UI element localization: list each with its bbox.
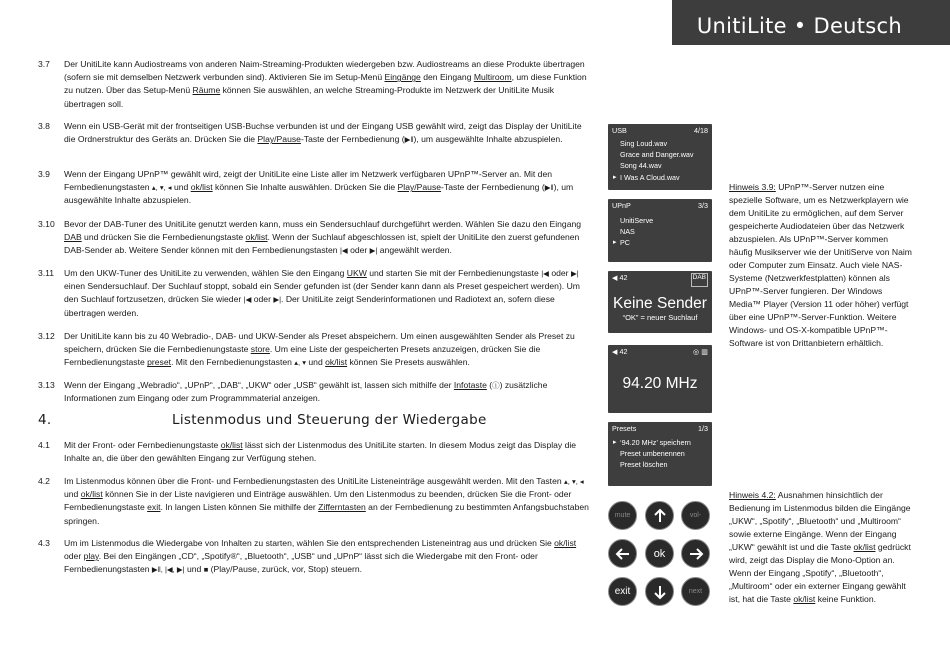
paragraph-4-1: 4.1 Mit der Front- oder Fernbedienungstaste ok/list lässt sich der Listenmodus des UnitiLite starten. In diesem Modus zeigt das Display die Inhalte an, die über den gewählten Eingang zur Verfügung stehen. bbox=[38, 440, 577, 464]
display-upnp: UPnP 3/3 UnitiServe NAS ▸ PC bbox=[608, 199, 712, 262]
arrow-down-icon bbox=[651, 583, 669, 601]
paragraph-3-12: 3.12 Der UnitiLite kann bis zu 40 Webradio-, DAB- und UKW-Sender als Preset abspeichern. Um einen ausgewählten Sender als Preset zu speichern, drücken Sie die Fernbedienungstaste store. Um eine Liste der gespeicherten Presets anzuzeigen, drücken Sie die Fernbedienungstaste preset. Mit den Fernbedienungstasten ▴, ▾ und ok/list können Sie Presets auswählen. bbox=[38, 330, 594, 370]
arrow-right-icon bbox=[687, 545, 705, 563]
down-button[interactable] bbox=[645, 577, 674, 606]
skip-forward-icon: ▶| bbox=[273, 295, 282, 305]
arrow-left-icon bbox=[614, 545, 632, 563]
paragraph-3-13: 3.13 Wenn der Eingang „Webradio“, „UPnP“, „DAB“, „UKW“ oder „USB“ gewählt ist, lassen sich mithilfe der Infotaste (ⓘ) zusätzliche Informationen zum Eingang oder zum Programmmaterial anzeigen. bbox=[38, 380, 548, 404]
volume-down-button[interactable]: vol- bbox=[681, 501, 710, 530]
page-title: UnitiLite • Deutsch bbox=[696, 14, 902, 38]
exit-button[interactable]: exit bbox=[608, 577, 637, 606]
up-down-left-arrows-icon: ▴, ▾, ◂ bbox=[564, 477, 584, 486]
right-button[interactable] bbox=[681, 539, 710, 568]
skip-forward-icon: ▶| bbox=[369, 246, 378, 256]
play-pause-icon: ▶‖ bbox=[404, 135, 414, 145]
list-item: Grace and Danger.wav bbox=[620, 150, 694, 160]
list-item: ▸ I Was A Cloud.wav bbox=[620, 172, 712, 183]
up-down-arrows-icon: ▴, ▾ bbox=[294, 358, 306, 368]
ok-button[interactable]: ok bbox=[645, 539, 674, 568]
upnp-list bbox=[608, 215, 712, 249]
list-item: Sing Loud.wav bbox=[620, 139, 668, 148]
paragraph-3-7: 3.7 Der UnitiLite kann Audiostreams von anderen Naim-Streaming-Produkten wiedergeben bzw. Audiostreams an diese Produkte übertragen (sofern sie mit demselben Netzwerk verbunden sind). Aktivieren Sie im Setup-Menü Eingänge den Eingang Multiroom, um diese Funktion zu nutzen. Über das Setup-Menü Räume können Sie auswählen, an welche Streaming-Produkte im Netzwerk der UnitiLite Musik übertragen soll. bbox=[38, 59, 587, 109]
paragraph-3-9: 3.9 Wenn der Eingang UPnP™ gewählt wird, zeigt der UnitiLite eine Liste aller im Netzwerk verfügbaren UPnP™-Server an. Mit den Fernbedienungstasten ▴, ▾, ◂ und ok/list können Sie Inhalte auswählen. Drücken Sie die Play/Pause-Taste der Fernbedienung (▶‖), um ausgewählte Inhalte abzuspielen. bbox=[38, 169, 574, 206]
list-item: Song 44.wav bbox=[620, 161, 662, 171]
display-fm bbox=[608, 345, 712, 413]
paragraph-3-11: 3.11 Um den UKW-Tuner des UnitiLite zu verwenden, wählen Sie den Eingang UKW und starten Sie mit der Fernbedienungstaste |◀ oder ▶| einen Sendersuchlauf. Der Suchlauf stoppt, sobald ein Sender gefunden ist (der Sender kann dann als Preset gespeichert werden). Um den Suchlauf fortzusetzen, drücken Sie wieder |◀ oder ▶|. Der UnitiLite zeigt Senderinformationen und Radiotext an, sofern diese übertragen werden. bbox=[38, 268, 580, 318]
stop-icon: ■ bbox=[203, 565, 209, 575]
list-item: ▸ PC bbox=[620, 237, 712, 248]
arrow-up-icon bbox=[651, 507, 669, 525]
dab-message: Keine Sender bbox=[613, 295, 707, 312]
next-button[interactable]: next bbox=[681, 577, 710, 606]
up-button[interactable] bbox=[645, 501, 674, 530]
stereo-icon: ◎ ▥ bbox=[692, 347, 708, 356]
list-item: Preset löschen bbox=[620, 460, 668, 470]
paragraph-4-2: 4.2 Im Listenmodus können über die Front- und Fernbedienungstasten des UnitiLite Listeneinträge ausgewählt werden. Mit den Tasten ▴, ▾, ◂ und ok/list können Sie in der Liste navigieren und Einträge auswählen. Um den Listenmodus zu beenden, drücken Sie die Front- oder Fernbedienungstaste exit. In langen Listen können Sie mithilfe der Zifferntasten an der Fernbedienung zu bestimmten Anfangsbuchstaben springen. bbox=[38, 476, 589, 526]
presets-list bbox=[608, 437, 712, 471]
paragraph-4-3: 4.3 Um im Listenmodus die Wiedergabe von Inhalten zu starten, wählen Sie den entsprechenden Listeneintrag aus und drücken Sie ok/list oder play. Bei den Eingängen „CD“, „Spotify®“, „Bluetooth“, „USB“ und „UPnP“ lässt sich die Wiedergabe mit den Front- oder Fernbedienungstasten ▶‖, |◀, ▶| und ■ (Play/Pause, zurück, vor, Stop) steuern. bbox=[38, 537, 594, 577]
remote-keypad bbox=[608, 501, 714, 608]
skip-back-icon: |◀ bbox=[243, 295, 252, 305]
skip-back-icon: |◀ bbox=[541, 269, 549, 278]
transport-icons: ▶‖, |◀, ▶| bbox=[151, 565, 185, 575]
fm-frequency: 94.20 MHz bbox=[622, 375, 698, 392]
list-item: UnitiServe bbox=[620, 216, 654, 225]
mute-button[interactable]: mute bbox=[608, 501, 637, 530]
info-icon: ⓘ bbox=[492, 381, 500, 390]
skip-forward-icon: ▶| bbox=[570, 269, 579, 278]
dab-hint: “OK” = neuer Suchlauf bbox=[622, 313, 698, 322]
dab-badge: DAB bbox=[691, 273, 708, 287]
note-4-2: Hinweis 4.2: Ausnahmen hinsichtlich der Bedienung im Listenmodus bilden die Eingänge „UKW“, „Spotify“, „Bluetooth“ und „Multiroom“ sowie externe Eingänge. Wenn der Eingang „UKW“ gewählt ist und die Taste ok/list gedrückt wird, zeigt das Display die Mono-Option an. Wenn der Eingang „Spotify“, „Bluetooth“, „Multiroom“ oder ein externer Eingang gewählt ist, hat die Taste ok/list keine Funktion. bbox=[729, 490, 911, 604]
page-header bbox=[672, 0, 950, 45]
paragraph-3-10: 3.10 Bevor der DAB-Tuner des UnitiLite genutzt werden kann, muss ein Sendersuchlauf durchgeführt werden. Wählen Sie dazu den Eingang DAB und drücken Sie die Fernbedienungstaste ok/list. Wenn der Suchlauf abgeschlossen ist, spielt der UnitiLite den zuerst gefundenen DAB-Sender ab. Weitere Sender können mit den Fernbedienungstasten |◀ oder ▶| angewählt werden. bbox=[38, 218, 594, 258]
list-item: Preset umbenennen bbox=[620, 449, 685, 459]
section-heading: 4. Listenmodus und Steuerung der Wiedergabe bbox=[38, 412, 487, 428]
list-item: NAS bbox=[620, 227, 635, 237]
volume-indicator: ◀ 42 bbox=[612, 273, 628, 282]
display-usb: USB 4/18 Sing Loud.wav Grace and Danger.wav Song 44.wav ▸ I Was A Cloud.wav bbox=[608, 124, 712, 190]
up-down-left-arrows-icon: ▴, ▾, ◂ bbox=[151, 183, 172, 193]
skip-back-icon: |◀ bbox=[339, 246, 348, 256]
play-pause-icon: ▶‖ bbox=[544, 183, 554, 193]
volume-indicator: ◀ 42 bbox=[612, 347, 628, 356]
display-presets: Presets 1/3 ▸ ‘94.20 MHz’ speichern Preset umbenennen Preset löschen bbox=[608, 422, 712, 486]
list-item: ▸ ‘94.20 MHz’ speichern bbox=[620, 437, 712, 448]
usb-list bbox=[608, 138, 712, 183]
display-dab bbox=[608, 271, 712, 333]
note-3-9: Hinweis 3.9: UPnP™-Server nutzen eine spezielle Software, um es Netzwerkplayern wie dem UnitiLite zu ermöglichen, auf dem Server gespeicherte Audiodateien über das Netzwerk abzuspielen. Als UPnP™-Server kommen häufig Musikserver wie der UnitiServe von Naim oder Computer zum Einsatz. Auch viele NAS-Systeme (Netzwerkfestplatten) können als UPnP™-Server fungieren. Der Windows Media™ Player (Version 11 oder höher) verfügt über eine UPnP™-Server-Funktion. Weitere Windows- und OS-X-kompatible UPnP™-Software ist von Drittanbietern erhältlich. bbox=[729, 182, 912, 348]
paragraph-3-8: 3.8 Wenn ein USB-Gerät mit der frontseitigen USB-Buchse verbunden ist und der Eingang USB gewählt wird, zeigt das Display der UnitiLite die Ordnerstruktur des Geräts an. Drücken Sie die Play/Pause-Taste der Fernbedienung (▶‖), um ausgewählte Inhalte abzuspielen. bbox=[38, 120, 594, 146]
left-button[interactable] bbox=[608, 539, 637, 568]
